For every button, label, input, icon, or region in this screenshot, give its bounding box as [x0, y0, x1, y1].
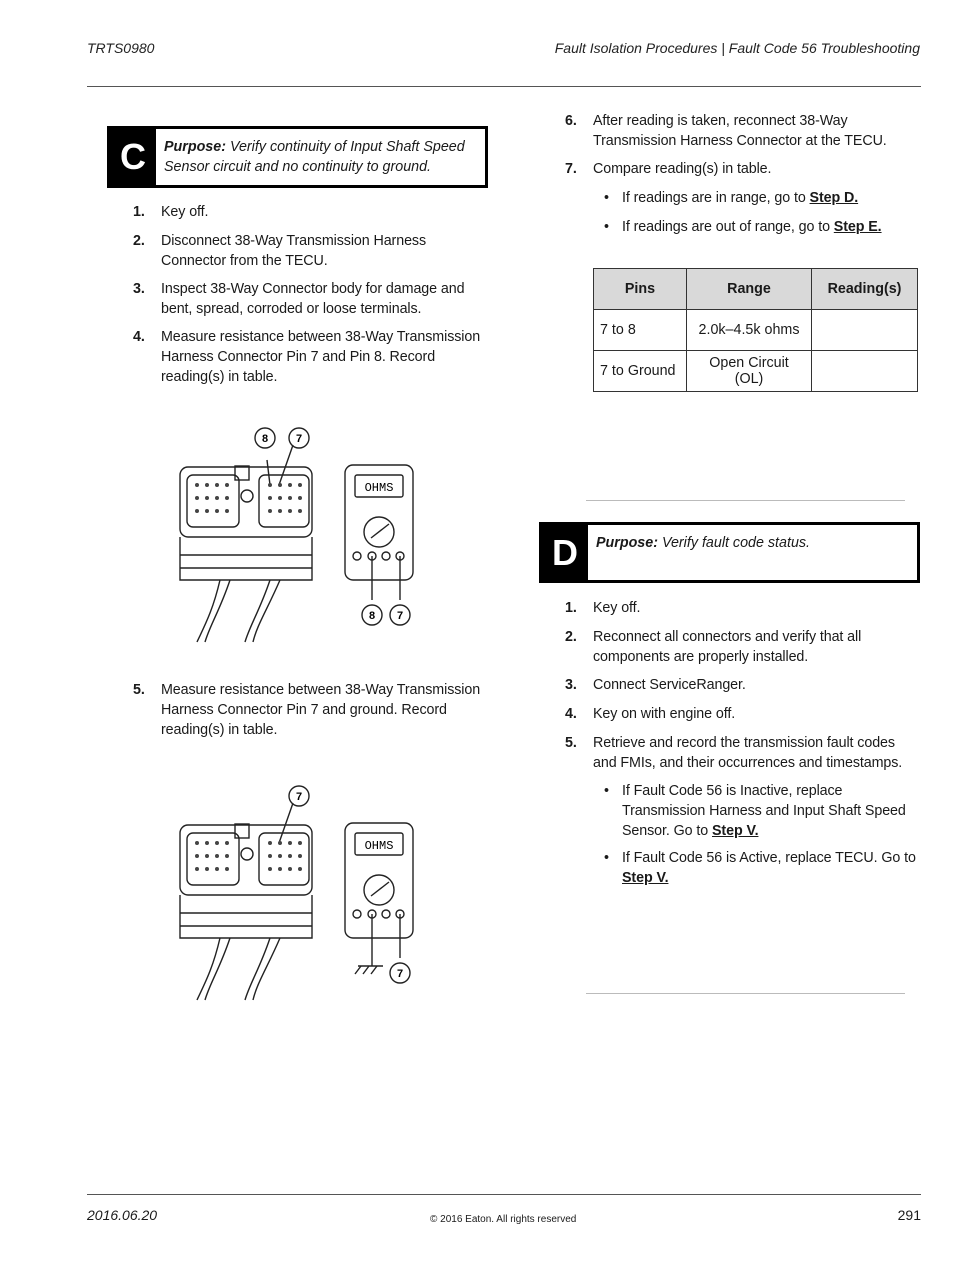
- link-step-v[interactable]: Step V.: [712, 823, 759, 839]
- page-number: 291: [897, 1207, 921, 1223]
- table-row: [594, 310, 918, 351]
- step-d-purpose-box: [539, 522, 920, 583]
- link-step-v[interactable]: Step V.: [622, 870, 669, 886]
- cell-reading[interactable]: [812, 310, 918, 351]
- meter-display: OHMS: [364, 839, 394, 853]
- step-c-letter: C: [110, 129, 156, 185]
- cell-reading[interactable]: [812, 351, 918, 392]
- step-d-purpose: Purpose: Verify fault code status.: [596, 535, 811, 551]
- callout-pin-7-top: 7: [295, 433, 303, 445]
- footer-date: 2016.06.20: [87, 1207, 158, 1223]
- reading-table: [593, 268, 918, 392]
- callout-pin-7-bottom: 7: [396, 968, 404, 980]
- callout-pin-8-bottom: 8: [368, 610, 376, 622]
- connector-meter-figure-pin7-ground: [175, 778, 425, 1003]
- callout-pin-7-bottom: 7: [396, 610, 404, 622]
- callout-pin-7-top: 7: [295, 791, 303, 803]
- section-divider: [586, 500, 905, 501]
- cell-range: 2.0k–4.5k ohms: [687, 310, 812, 351]
- col-header-pins: Pins: [594, 269, 687, 310]
- meter-display: OHMS: [364, 481, 394, 495]
- col-header-readings: Reading(s): [812, 269, 918, 310]
- header-rule: [87, 86, 921, 87]
- cell-range: Open Circuit (OL): [687, 351, 812, 392]
- table-row: [594, 351, 918, 392]
- step-c-purpose: Purpose: Verify continuity of Input Shaft Speed Sensor circuit and no continuity to ground.: [164, 139, 465, 175]
- doc-id: TRTS0980: [87, 40, 155, 56]
- step-c-purpose-box: [107, 126, 488, 188]
- link-step-d[interactable]: Step D.: [809, 190, 859, 206]
- step-d-letter: D: [542, 525, 588, 580]
- callout-pin-8-top: 8: [261, 433, 269, 445]
- running-title: Fault Isolation Procedures | Fault Code 56 Troubleshooting: [554, 40, 920, 56]
- col-header-range: Range: [687, 269, 812, 310]
- footer-copyright: © 2016 Eaton. All rights reserved: [430, 1214, 577, 1225]
- footer-rule: [87, 1194, 921, 1195]
- cell-pins: 7 to 8: [594, 310, 687, 351]
- cell-pins: 7 to Ground: [594, 351, 687, 392]
- connector-meter-figure-pin7-pin8: [175, 420, 425, 645]
- link-step-e[interactable]: Step E.: [833, 219, 882, 235]
- section-divider: [586, 993, 905, 994]
